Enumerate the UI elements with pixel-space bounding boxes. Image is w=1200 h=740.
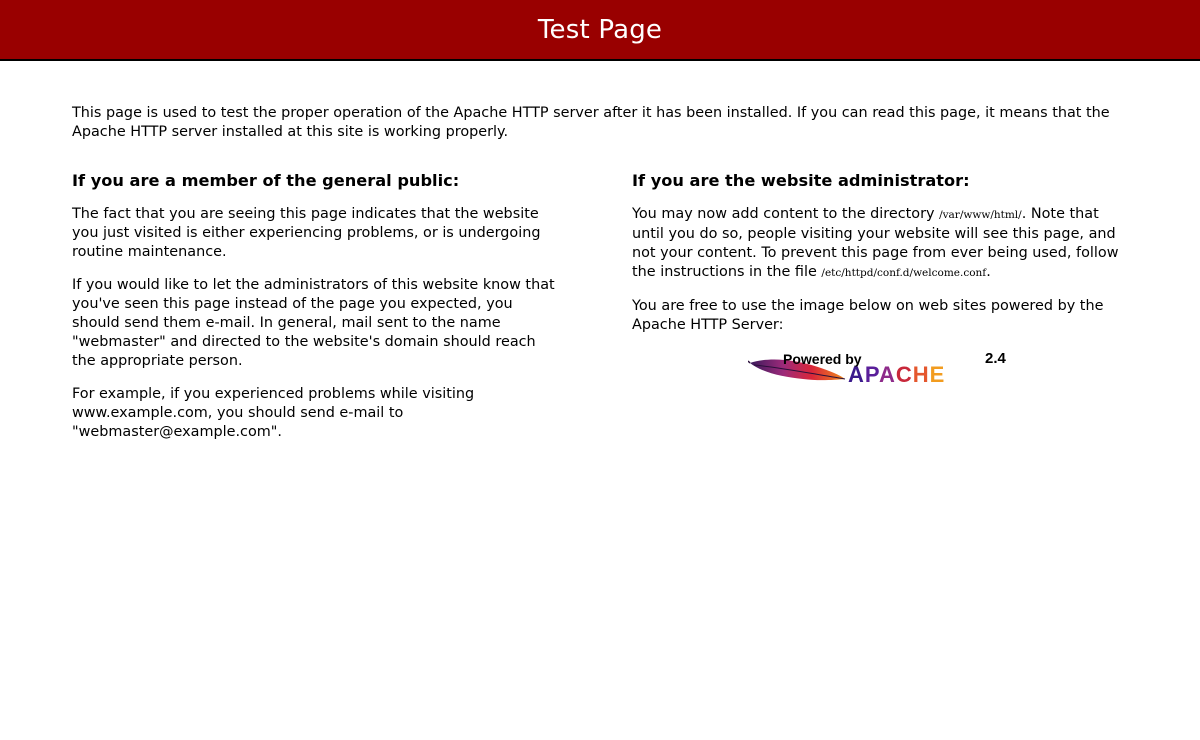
admin-p1-text-middle: . Note that until you do so, people visiting your website will see this page, and not your content. To prevent this page from ever being used, follow the instructions in the file [632,206,1119,280]
powered-by-label: Powered by [783,351,862,367]
page-title: Test Page [537,14,663,45]
admin-paragraph-2: You are free to use the image below on web sites powered by the Apache HTTP Server: [632,298,1104,333]
apache-letter: C [895,362,913,387]
apache-wordmark [848,362,945,388]
apache-letter: P [864,362,879,387]
apache-letter: A [878,362,896,387]
public-paragraph-1: The fact that you are seeing this page indicates that the website you just visited is either experiencing problems, or is undergoing routine maintenance. [72,206,541,260]
apache-letter: H [912,362,930,387]
admin-paragraph-1 [632,205,1128,283]
web-root-path: /var/www/html/ [939,209,1022,221]
welcome-conf-path: /etc/httpd/conf.d/welcome.conf [821,267,987,279]
apache-letter: A [848,362,865,387]
public-heading: If you are a member of the general public: [72,171,460,190]
public-section [72,170,562,456]
intro-text: This page is used to test the proper operation of the Apache HTTP server after it has been installed. If you can read this page, it means that the Apache HTTP server installed at this site is working properly. [72,105,1110,141]
page-header [0,0,1200,61]
admin-p1-text-start: You may now add content to the directory [632,206,940,222]
public-paragraph-2: If you would like to let the administrators of this website know that you've seen this page instead of the page you expected, you should send them e-mail. In general, mail sent to the name "webmaster" and directed to the website's domain should reach the appropriate person. [72,277,555,369]
admin-p1-text-end: . [986,264,991,280]
admin-heading: If you are the website administrator: [632,171,970,190]
version-label: 2.4 [985,350,1006,367]
admin-section [632,170,1128,349]
apache-letter: E [929,362,946,387]
public-paragraph-3: For example, if you experienced problems while visiting www.example.com, you should send e-mail to "webmaster@example.com". [72,386,475,440]
powered-by-apache-logo [748,350,1014,388]
